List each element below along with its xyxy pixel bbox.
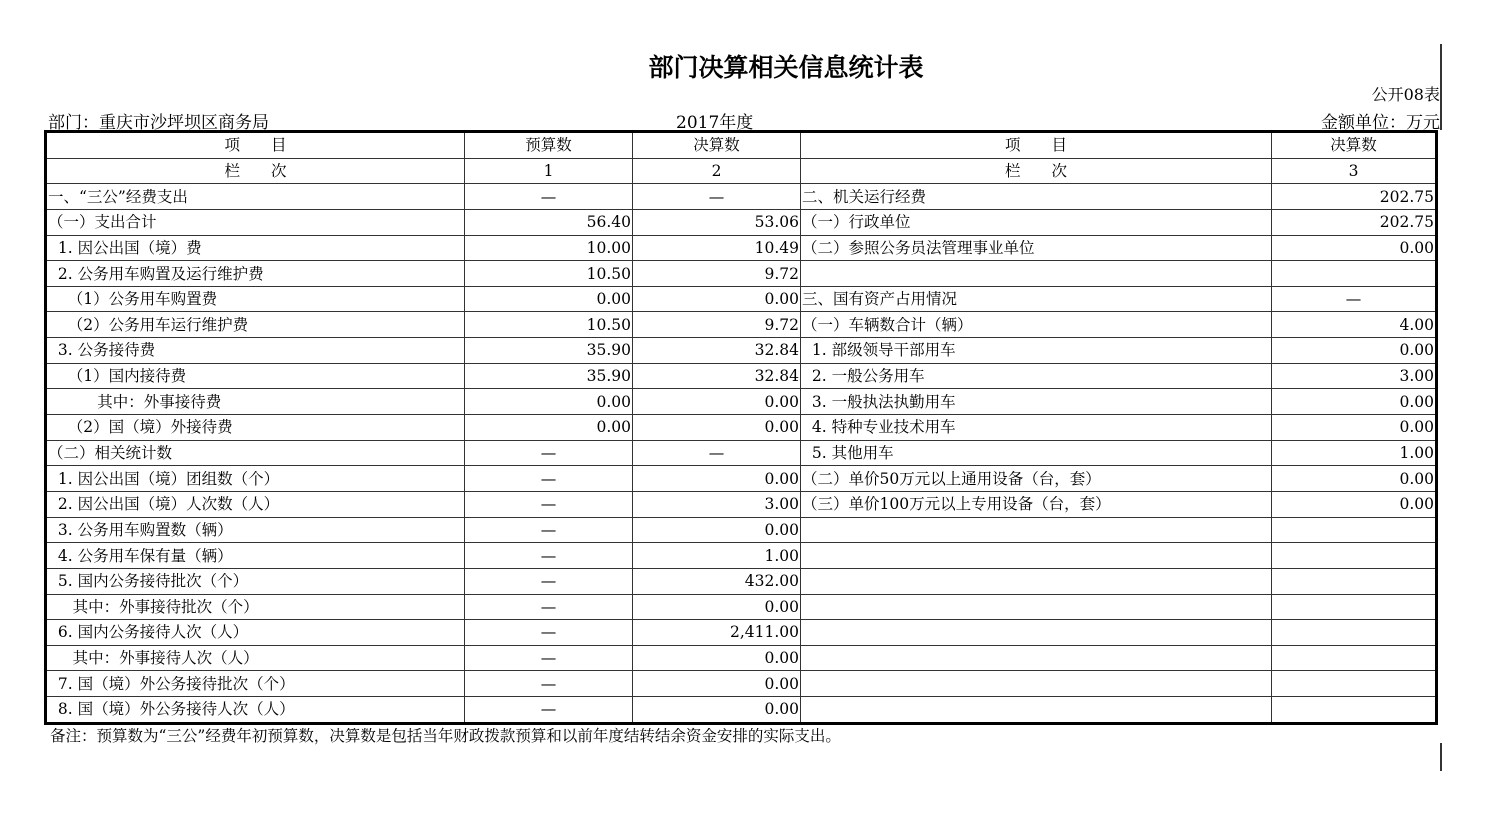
column-index-row: [46, 158, 1437, 184]
statistics-table: [44, 130, 1438, 725]
table-row: [46, 209, 1437, 235]
right-final-cell: 0.00: [1272, 338, 1437, 364]
left-budget-cell: 10.50: [465, 261, 633, 287]
right-final-cell: [1272, 671, 1437, 697]
right-final-cell: 202.75: [1272, 184, 1437, 210]
left-budget-cell: 10.50: [465, 312, 633, 338]
right-final-cell: 0.00: [1272, 491, 1437, 517]
left-item-cell: 7. 国（境）外公务接待批次（个）: [46, 671, 465, 697]
table-row: [46, 440, 1437, 466]
left-final-cell: 53.06: [633, 209, 801, 235]
right-item-cell: （一）车辆数合计（辆）: [801, 312, 1272, 338]
right-final-cell: [1272, 594, 1437, 620]
table-row: [46, 543, 1437, 569]
right-item-cell: [801, 517, 1272, 543]
left-budget-cell: —: [465, 671, 633, 697]
table-row: [46, 620, 1437, 646]
left-budget-cell: —: [465, 594, 633, 620]
table-row: [46, 415, 1437, 441]
left-budget-cell: —: [465, 466, 633, 492]
right-item-cell: 3. 一般执法执勤用车: [801, 389, 1272, 415]
right-edge-bar-bottom: [1440, 743, 1442, 771]
left-item-cell: 6. 国内公务接待人次（人）: [46, 620, 465, 646]
left-budget-cell: —: [465, 184, 633, 210]
right-item-cell: （二）单价50万元以上通用设备（台，套）: [801, 466, 1272, 492]
table-row: [46, 517, 1437, 543]
left-budget-cell: 0.00: [465, 415, 633, 441]
left-item-cell: 8. 国（境）外公务接待人次（人）: [46, 697, 465, 724]
footnote: 备注：预算数为“三公”经费年初预算数，决算数是包括当年财政拨款预算和以前年度结转结余资金安排的实际支出。: [50, 727, 841, 745]
left-final-cell: 3.00: [633, 491, 801, 517]
left-budget-cell: —: [465, 543, 633, 569]
left-item-cell: 1. 因公出国（境）团组数（个）: [46, 466, 465, 492]
right-final-cell: 3.00: [1272, 363, 1437, 389]
column-index-right-label: 栏 次: [801, 158, 1272, 184]
right-final-cell: 0.00: [1272, 466, 1437, 492]
table-code: 公开08表: [1371, 85, 1440, 104]
left-final-cell: —: [633, 184, 801, 210]
right-final-cell: [1272, 543, 1437, 569]
header-left-item: 项 目: [46, 132, 465, 159]
left-item-cell: （2）国（境）外接待费: [46, 415, 465, 441]
left-budget-cell: —: [465, 645, 633, 671]
table-row: [46, 645, 1437, 671]
left-item-cell: （2）公务用车运行维护费: [46, 312, 465, 338]
left-item-cell: 其中：外事接待批次（个）: [46, 594, 465, 620]
right-item-cell: [801, 620, 1272, 646]
left-final-cell: 0.00: [633, 466, 801, 492]
left-item-cell: 3. 公务用车购置数（辆）: [46, 517, 465, 543]
left-item-cell: （二）相关统计数: [46, 440, 465, 466]
right-final-cell: 0.00: [1272, 235, 1437, 261]
left-final-cell: —: [633, 440, 801, 466]
left-budget-cell: 0.00: [465, 286, 633, 312]
right-item-cell: [801, 543, 1272, 569]
left-budget-cell: 35.90: [465, 338, 633, 364]
table-row: [46, 389, 1437, 415]
left-final-cell: 0.00: [633, 645, 801, 671]
left-budget-cell: —: [465, 491, 633, 517]
left-item-cell: 其中：外事接待人次（人）: [46, 645, 465, 671]
right-item-cell: 1. 部级领导干部用车: [801, 338, 1272, 364]
left-item-cell: （1）公务用车购置费: [46, 286, 465, 312]
header-right-item: 项 目: [801, 132, 1272, 159]
left-final-cell: 9.72: [633, 312, 801, 338]
left-final-cell: 432.00: [633, 568, 801, 594]
table-row: [46, 235, 1437, 261]
left-final-cell: 2,411.00: [633, 620, 801, 646]
header-left-final: 决算数: [633, 132, 801, 159]
right-item-cell: [801, 261, 1272, 287]
table-row: [46, 568, 1437, 594]
left-budget-cell: —: [465, 697, 633, 724]
table-row: [46, 594, 1437, 620]
left-final-cell: 0.00: [633, 517, 801, 543]
left-item-cell: 其中：外事接待费: [46, 389, 465, 415]
table-row: [46, 312, 1437, 338]
right-item-cell: 5. 其他用车: [801, 440, 1272, 466]
right-final-cell: 0.00: [1272, 415, 1437, 441]
left-budget-cell: —: [465, 440, 633, 466]
right-final-cell: [1272, 568, 1437, 594]
left-budget-cell: 10.00: [465, 235, 633, 261]
column-index-left-label: 栏 次: [46, 158, 465, 184]
table-row: [46, 671, 1437, 697]
right-final-cell: 4.00: [1272, 312, 1437, 338]
right-final-cell: 1.00: [1272, 440, 1437, 466]
year-label: 2017年度: [676, 113, 754, 133]
right-item-cell: [801, 671, 1272, 697]
left-item-cell: 一、“三公”经费支出: [46, 184, 465, 210]
left-item-cell: （一）支出合计: [46, 209, 465, 235]
left-final-cell: 32.84: [633, 338, 801, 364]
left-final-cell: 0.00: [633, 286, 801, 312]
left-budget-cell: —: [465, 568, 633, 594]
right-item-cell: 4. 特种专业技术用车: [801, 415, 1272, 441]
right-item-cell: （三）单价100万元以上专用设备（台，套）: [801, 491, 1272, 517]
right-item-cell: [801, 568, 1272, 594]
left-final-cell: 0.00: [633, 415, 801, 441]
right-item-cell: 三、国有资产占用情况: [801, 286, 1272, 312]
left-item-cell: 3. 公务接待费: [46, 338, 465, 364]
right-item-cell: [801, 645, 1272, 671]
right-final-cell: 0.00: [1272, 389, 1437, 415]
header-left-budget: 预算数: [465, 132, 633, 159]
left-budget-cell: —: [465, 620, 633, 646]
right-final-cell: [1272, 697, 1437, 724]
header-right-final: 决算数: [1272, 132, 1437, 159]
left-final-cell: 9.72: [633, 261, 801, 287]
unit-label: 金额单位：万元: [1321, 113, 1440, 133]
left-final-cell: 0.00: [633, 594, 801, 620]
right-final-cell: [1272, 620, 1437, 646]
right-item-cell: 2. 一般公务用车: [801, 363, 1272, 389]
table-row: [46, 286, 1437, 312]
left-final-cell: 0.00: [633, 671, 801, 697]
left-item-cell: 2. 公务用车购置及运行维护费: [46, 261, 465, 287]
table-row: [46, 466, 1437, 492]
header-row: [46, 132, 1437, 159]
table-row: [46, 261, 1437, 287]
department-label: 部门：重庆市沙坪坝区商务局: [48, 113, 269, 133]
column-index-1: 1: [465, 158, 633, 184]
left-final-cell: 1.00: [633, 543, 801, 569]
table-row: [46, 338, 1437, 364]
right-item-cell: [801, 697, 1272, 724]
left-item-cell: 5. 国内公务接待批次（个）: [46, 568, 465, 594]
left-final-cell: 0.00: [633, 389, 801, 415]
left-item-cell: 2. 因公出国（境）人次数（人）: [46, 491, 465, 517]
left-item-cell: 1. 因公出国（境）费: [46, 235, 465, 261]
right-item-cell: （一）行政单位: [801, 209, 1272, 235]
right-final-cell: [1272, 645, 1437, 671]
right-item-cell: 二、机关运行经费: [801, 184, 1272, 210]
table-row: [46, 363, 1437, 389]
table-row: [46, 491, 1437, 517]
left-budget-cell: 56.40: [465, 209, 633, 235]
left-budget-cell: 35.90: [465, 363, 633, 389]
left-budget-cell: 0.00: [465, 389, 633, 415]
left-final-cell: 0.00: [633, 697, 801, 724]
left-item-cell: 4. 公务用车保有量（辆）: [46, 543, 465, 569]
table-row: [46, 184, 1437, 210]
left-final-cell: 32.84: [633, 363, 801, 389]
right-final-cell: [1272, 517, 1437, 543]
left-budget-cell: —: [465, 517, 633, 543]
table-row: [46, 697, 1437, 724]
left-final-cell: 10.49: [633, 235, 801, 261]
right-final-cell: —: [1272, 286, 1437, 312]
right-final-cell: [1272, 261, 1437, 287]
column-index-2: 2: [633, 158, 801, 184]
column-index-3: 3: [1272, 158, 1437, 184]
page-title: 部门决算相关信息统计表: [648, 53, 924, 82]
right-item-cell: （二）参照公务员法管理事业单位: [801, 235, 1272, 261]
left-item-cell: （1）国内接待费: [46, 363, 465, 389]
right-final-cell: 202.75: [1272, 209, 1437, 235]
right-item-cell: [801, 594, 1272, 620]
